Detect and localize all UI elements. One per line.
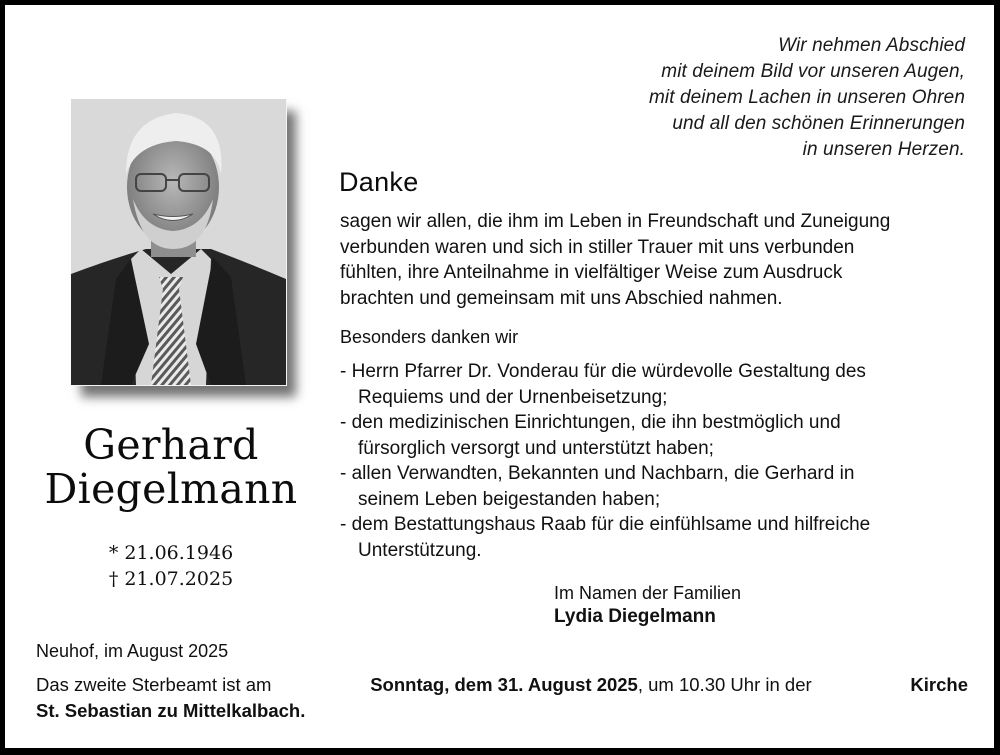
motto-line: und all den schönen Erinnerungen	[672, 113, 965, 134]
special-thanks-line: Requiems und der Urnenbeisetzung;	[358, 386, 668, 408]
thanks-body	[340, 209, 990, 311]
thanks-body-line: sagen wir allen, die ihm im Leben in Freundschaft und Zuneigung	[340, 211, 891, 232]
motto-line: mit deinem Lachen in unseren Ohren	[648, 87, 965, 108]
special-thanks-line: seinem Leben beigestanden haben;	[358, 488, 661, 510]
special-thanks-list	[340, 359, 990, 563]
service-location: St. Sebastian zu Mittelkalbach.	[36, 700, 306, 721]
motto-line: in unseren Herzen.	[802, 139, 965, 160]
life-dates	[21, 540, 321, 592]
special-thanks-item	[340, 359, 990, 410]
portrait-illustration	[71, 99, 286, 385]
announcement-line-1	[36, 672, 968, 698]
service-date: Sonntag, dem 31. August 2025	[370, 674, 638, 695]
deceased-first-name: Gerhard	[83, 421, 259, 469]
family-signature	[554, 581, 741, 629]
thanks-heading: Danke	[339, 167, 419, 197]
service-announcement	[36, 672, 968, 724]
service-location: Kirche	[910, 674, 968, 695]
deceased-last-name: Diegelmann	[44, 465, 298, 513]
death-date: † 21.07.2025	[108, 568, 234, 590]
birth-date: * 21.06.1946	[108, 542, 234, 564]
special-thanks-item	[340, 512, 990, 563]
special-thanks-line: - dem Bestattungshaus Raab für die einfühlsame und hilfreiche	[340, 514, 871, 535]
on-behalf-text: Im Namen der Familien	[554, 583, 742, 603]
special-thanks-line: - Herrn Pfarrer Dr. Vonderau für die würdevolle Gestaltung des	[340, 361, 866, 382]
special-thanks-line: fürsorglich versorgt und unterstützt haben;	[358, 437, 714, 459]
special-thanks-line: - allen Verwandten, Bekannten und Nachbarn, die Gerhard in	[340, 463, 855, 484]
special-thanks-item	[340, 410, 990, 461]
announcement-text: , um 10.30 Uhr in der	[637, 674, 812, 695]
obituary-card	[5, 5, 994, 748]
special-thanks-intro: Besonders danken wir	[340, 327, 519, 347]
thanks-body-line: fühlten, ihre Anteilnahme in vielfältiger Weise zum Ausdruck	[340, 262, 843, 283]
thanks-body-line: brachten und gemeinsam mit uns Abschied nahmen.	[340, 287, 783, 309]
signer-name: Lydia Diegelmann	[554, 606, 716, 627]
portrait-photo	[71, 99, 286, 385]
motto-poem	[545, 33, 965, 163]
special-thanks-line: Unterstützung.	[358, 539, 482, 561]
portrait-image	[71, 99, 287, 386]
announcement-text: Das zweite Sterbeamt ist am	[36, 674, 272, 695]
special-thanks-item	[340, 461, 990, 512]
place-date: Neuhof, im August 2025	[36, 641, 229, 661]
deceased-name	[21, 423, 321, 511]
motto-line: mit deinem Bild vor unseren Augen,	[661, 61, 965, 82]
motto-line: Wir nehmen Abschied	[778, 35, 965, 56]
special-thanks-line: - den medizinischen Einrichtungen, die ihn bestmöglich und	[340, 412, 841, 433]
thanks-body-line: verbunden waren und sich in stiller Trauer mit uns verbunden	[340, 236, 855, 258]
